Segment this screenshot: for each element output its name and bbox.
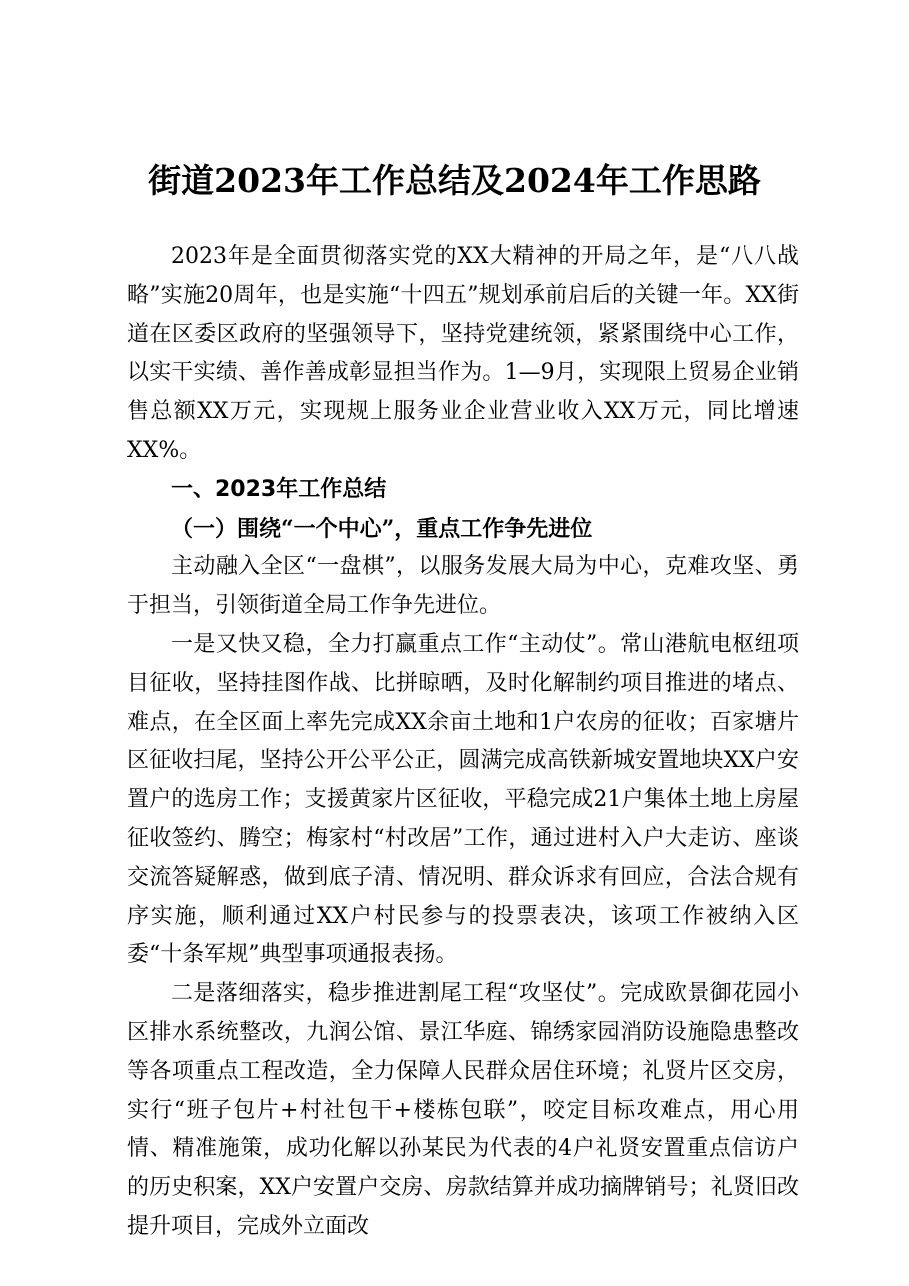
subsection-heading: （一）围绕“一个中心”，重点工作争先进位: [171, 515, 593, 542]
document-title: 街道2023年工作总结及2024年工作思路: [148, 161, 761, 200]
section-heading: 一、2023年工作总结: [171, 476, 387, 502]
document-body: [127, 238, 799, 1247]
body-paragraph: 主动融入全区“一盘棋”，以服务发展大局为中心，克难攻坚、勇于担当，引领街道全局工作争先进位。: [127, 554, 799, 619]
body-paragraph: 一是又快又稳，全力打赢重点工作“主动仗”。常山港航电枢纽项目征收，坚持挂图作战、比拼晾晒，及时化解制约项目推进的堵点、难点，在全区面上率先完成XX余亩土地和1户农房的征收；百家塘片区征收扫尾，坚持公开公平公正，圆满完成高铁新城安置地块XX户安置户的选房工作；支援黄家片区征收，平稳完成21户集体土地上房屋征收签约、腾空；梅家村“村改居”工作，通过进村入户大走访、座谈交流答疑解惑，做到底子清、情况明、群众诉求有回应，合法合规有序实施，顺利通过XX户村民参与的投票表决，该项工作被纳入区委“十条军规”典型事项通报表扬。: [127, 631, 799, 968]
intro-paragraph: 2023年是全面贯彻落实党的XX大精神的开局之年，是“八八战略”实施20周年，也是实施“十四五”规划承前启后的关键一年。XX街道在区委区政府的坚强领导下，坚持党建统领，紧紧围绕中心工作，以实干实绩、善作善成彰显担当作为。1—9月，实现限上贸易企业销售总额XX万元，实现规上服务业企业营业收入XX万元，同比增速XX%。: [127, 244, 799, 463]
body-paragraph: 二是落细落实，稳步推进割尾工程“攻坚仗”。完成欧景御花园小区排水系统整改，九润公馆、景江华庭、锦绣家园消防设施隐患整改等各项重点工程改造，全力保障人民群众居住环境；礼贤片区交房，实行“班子包片+村社包干+楼栋包联”，咬定目标攻难点，用心用情、精准施策，成功化解以孙某民为代表的4户礼贤安置重点信访户的历史积案，XX户安置户交房、房款结算并成功摘牌销号；礼贤旧改提升项目，完成外立面改: [127, 981, 799, 1239]
